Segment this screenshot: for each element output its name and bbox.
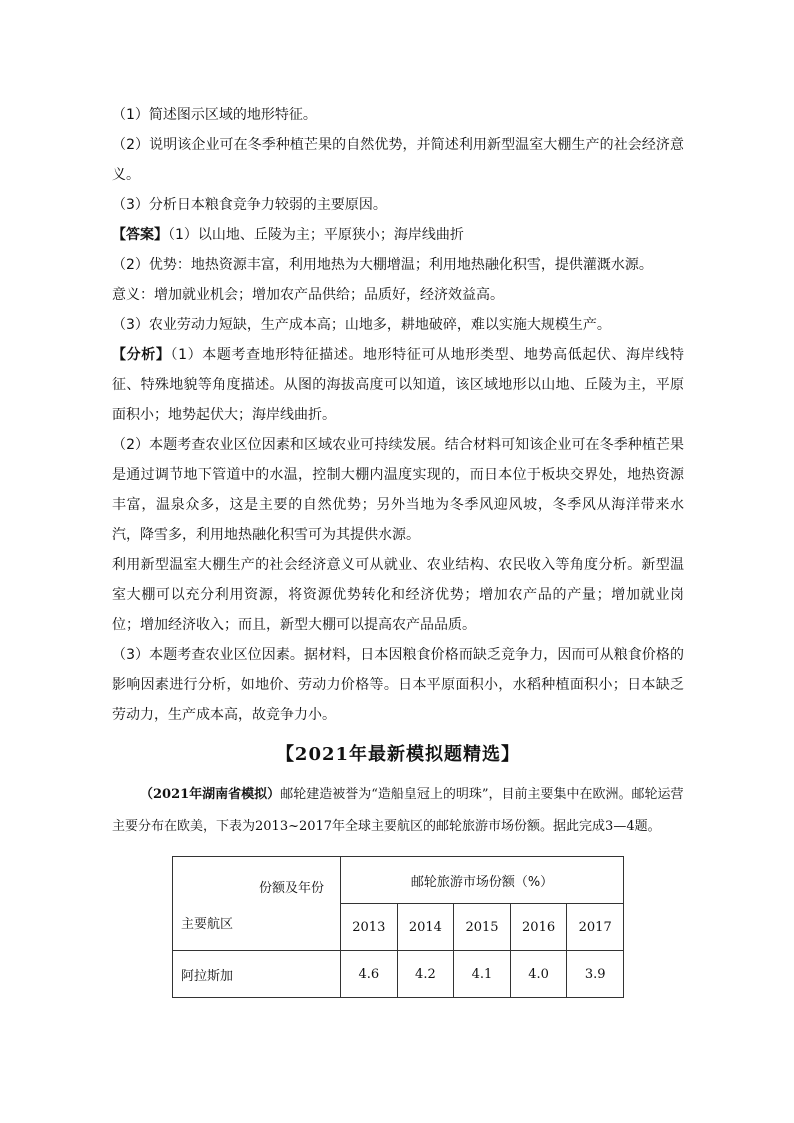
question-3: （3）分析日本粮食竞争力较弱的主要原因。 [112, 197, 387, 213]
year-header: 2017 [567, 904, 624, 951]
diag-top-label: 份额及年份 [258, 881, 324, 896]
year-header: 2013 [341, 904, 398, 951]
analysis-label: 【分析】 [112, 347, 171, 363]
table-diagonal-header [173, 857, 341, 951]
section-intro [112, 779, 684, 843]
diag-bottom-label: 主要航区 [181, 917, 234, 932]
market-share-table [172, 856, 624, 998]
analysis-2: （2）本题考查农业区位因素和区域农业可持续发展。结合材料可知该企业可在冬季种植芒果是通过调节地下管道中的水温，控制大棚内温度实现的，而日本位于板块交界处，地热资源丰富，温泉众多，这是主要的自然优势；另外当地为冬季风迎风坡，冬季风从海洋带来水汽，降雪多，利用地热融化积雪可为其提供水源。 [112, 437, 684, 543]
question-2: （2）说明该企业可在冬季种植芒果的自然优势，并简述利用新型温室大棚生产的社会经济意义。 [112, 137, 684, 183]
value-cell: 4.1 [454, 951, 511, 998]
answer-2-significance: 意义：增加就业机会；增加农产品供给；品质好，经济效益高。 [112, 287, 504, 303]
value-cell: 3.9 [567, 951, 624, 998]
table-row [173, 951, 624, 998]
year-header: 2015 [454, 904, 511, 951]
section-title: 【2021年最新模拟题精选】 [275, 744, 521, 765]
table-main-header: 邮轮旅游市场份额（%） [341, 857, 624, 904]
intro-source: （2021年湖南省模拟） [140, 787, 281, 802]
question-1: （1）简述图示区域的地形特征。 [112, 107, 317, 123]
year-header: 2014 [397, 904, 454, 951]
value-cell: 4.6 [341, 951, 398, 998]
value-cell: 4.2 [397, 951, 454, 998]
analysis-1: 【分析】（1）本题考查地形特征描述。地形特征可从地形类型、地势高低起伏、海岸线特征、特殊地貌等角度描述。从图的海拔高度可以知道，该区域地形以山地、丘陵为主，平原面积小；地势起伏大；海岸线曲折。 [112, 347, 685, 423]
analysis-3: 利用新型温室大棚生产的社会经济意义可从就业、农业结构、农民收入等角度分析。新型温室大棚可以充分利用资源，将资源优势转化和经济优势；增加农产品的产量；增加就业岗位；增加经济收入；而且，新型大棚可以提高农产品品质。 [112, 557, 684, 633]
answer-1: 【答案】（1）以山地、丘陵为主；平原狭小；海岸线曲折 [112, 227, 464, 243]
value-cell: 4.0 [510, 951, 567, 998]
analysis-4: （3）本题考查农业区位因素。据材料，日本因粮食价格而缺乏竞争力，因而可从粮食价格的影响因素进行分析，如地价、劳动力价格等。日本平原面积小，水稻种植面积小；日本缺乏劳动力，生产成本高，故竞争力小。 [112, 647, 684, 723]
document-content [112, 100, 684, 998]
intro-text: 邮轮建造被誉为“造船皇冠上的明珠”，目前主要集中在欧洲。邮轮运营主要分布在欧美，下表为2013~2017年全球主要航区的邮轮旅游市场份额。据此完成3—4题。 [112, 787, 684, 834]
region-cell: 阿拉斯加 [173, 951, 341, 998]
answer-2: （2）优势：地热资源丰富，利用地热为大棚增温；利用地热融化积雪，提供灌溉水源。 [112, 257, 653, 273]
answer-label: 【答案】 [112, 227, 168, 243]
answer-3: （3）农业劳动力短缺，生产成本高；山地多，耕地破碎，难以实施大规模生产。 [112, 317, 611, 333]
year-header: 2016 [510, 904, 567, 951]
